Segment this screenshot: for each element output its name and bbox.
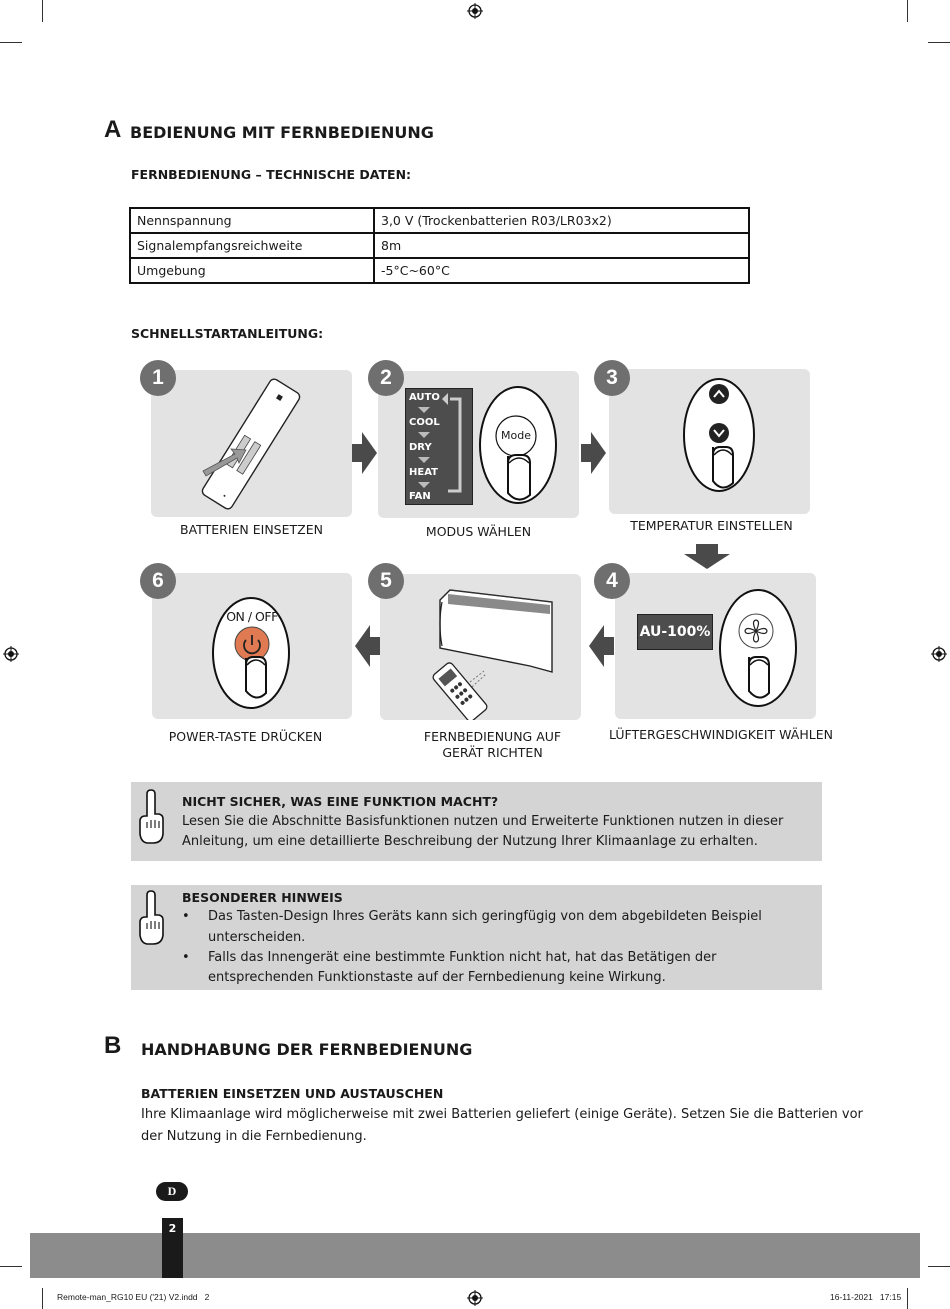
registration-mark-icon xyxy=(931,646,947,662)
step-5-panel xyxy=(380,574,581,720)
section-letter: B xyxy=(104,1032,122,1059)
crop-mark xyxy=(42,0,43,22)
step-caption: POWER-TASTE DRÜCKEN xyxy=(168,729,323,744)
note-box xyxy=(131,885,822,990)
pointing-hand-icon xyxy=(137,889,167,947)
arrow-left-icon xyxy=(589,623,615,669)
mode-button-label: Mode xyxy=(501,429,531,442)
step-number-badge: 3 xyxy=(594,360,630,396)
crop-mark xyxy=(907,0,908,22)
body-text-line: der Nutzung in die Fernbedienung. xyxy=(141,1129,367,1144)
table-row xyxy=(130,233,749,258)
spec-label: Umgebung xyxy=(130,258,374,283)
table-row xyxy=(130,208,749,233)
remote-battery-illustration xyxy=(151,370,352,517)
spec-value: 8m xyxy=(374,233,749,258)
crop-mark xyxy=(928,42,950,43)
arrow-right-icon xyxy=(581,430,607,476)
table-row xyxy=(130,258,749,283)
body-text-line: Ihre Klimaanlage wird möglicherweise mit zwei Batterien geliefert (einige Geräte). Setzen Sie die Batterien vor xyxy=(141,1107,863,1122)
mode-item: AUTO xyxy=(409,392,440,403)
step-caption: LÜFTERGESCHWINDIGKEIT WÄHLEN xyxy=(609,727,833,742)
bullet: • xyxy=(182,950,190,965)
crop-mark xyxy=(907,1288,908,1309)
spec-label: Signalempfangsreichweite xyxy=(130,233,374,258)
step-number-badge: 1 xyxy=(140,360,176,396)
power-button-label: ON / OFF xyxy=(226,609,278,624)
language-label: D xyxy=(167,1184,177,1198)
step-2-panel xyxy=(378,371,579,518)
power-button-illustration xyxy=(152,573,352,719)
temperature-buttons-illustration xyxy=(609,369,810,514)
crop-mark xyxy=(42,1288,43,1309)
note-text-line: Falls das Innengerät eine bestimmte Funktion nicht hat, hat das Betätigen der xyxy=(208,950,717,965)
language-badge xyxy=(156,1182,188,1201)
footer-timestamp: 16-11-2021 17:15 xyxy=(830,1292,902,1302)
step-number-badge: 4 xyxy=(594,563,630,599)
mode-item: DRY xyxy=(409,442,432,453)
crop-mark xyxy=(0,1266,22,1267)
spec-value: 3,0 V (Trockenbatterien R03/LR03x2) xyxy=(374,208,749,233)
step-3-panel xyxy=(609,369,810,514)
crop-mark xyxy=(0,42,22,43)
note-text-line: unterscheiden. xyxy=(208,930,306,945)
step-caption: BATTERIEN EINSETZEN xyxy=(180,522,323,537)
arrow-left-icon xyxy=(355,623,381,669)
mode-item: FAN xyxy=(409,491,431,502)
quickstart-heading: SCHNELLSTARTANLEITUNG: xyxy=(131,326,324,341)
step-number-badge: 2 xyxy=(368,360,404,396)
note-text-line: Lesen Sie die Abschnitte Basisfunktionen nutzen und Erweiterte Funktionen nutzen in dieser xyxy=(182,814,784,829)
registration-mark-icon xyxy=(467,1290,483,1306)
sub-heading: BATTERIEN EINSETZEN UND AUSTAUSCHEN xyxy=(141,1086,444,1101)
section-title: BEDIENUNG MIT FERNBEDIENUNG xyxy=(130,123,434,142)
step-caption: TEMPERATUR EINSTELLEN xyxy=(630,518,793,533)
specs-table xyxy=(129,207,750,284)
section-letter: A xyxy=(104,116,122,143)
mode-item: COOL xyxy=(409,417,440,428)
note-title: BESONDERER HINWEIS xyxy=(182,890,343,905)
pointing-hand-icon xyxy=(137,788,167,846)
step-caption: MODUS WÄHLEN xyxy=(425,524,532,539)
crop-mark xyxy=(928,1266,950,1267)
arrow-down-icon xyxy=(683,544,731,570)
section-title: HANDHABUNG DER FERNBEDIENUNG xyxy=(141,1040,473,1059)
registration-mark-icon xyxy=(467,3,483,19)
step-6-panel xyxy=(152,573,352,719)
aim-remote-illustration xyxy=(380,574,581,720)
step-1-panel xyxy=(151,370,352,517)
registration-mark-icon xyxy=(3,646,19,662)
step-caption-line: FERNBEDIENUNG AUF xyxy=(423,729,562,744)
note-title: NICHT SICHER, WAS EINE FUNKTION MACHT? xyxy=(182,794,499,809)
footer-file-info: Remote-man_RG10 EU ('21) V2.indd 2 xyxy=(57,1292,210,1302)
spec-value: -5°C~60°C xyxy=(374,258,749,283)
spec-label: Nennspannung xyxy=(130,208,374,233)
arrow-right-icon xyxy=(352,430,378,476)
specs-heading: FERNBEDIENUNG – TECHNISCHE DATEN: xyxy=(131,167,412,182)
note-text-line: Das Tasten-Design Ihres Geräts kann sich geringfügig von dem abgebildeten Beispiel xyxy=(208,909,762,924)
note-text-line: entsprechenden Funktionstaste auf der Fernbedienung keine Wirkung. xyxy=(208,970,666,985)
fan-speed-display: AU-100% xyxy=(637,614,713,650)
step-4-panel xyxy=(615,573,816,719)
step-number-badge: 6 xyxy=(140,563,176,599)
note-box xyxy=(131,782,822,861)
step-number-badge: 5 xyxy=(368,563,404,599)
fan-button-illustration xyxy=(615,573,816,719)
page-number: 2 xyxy=(168,1222,177,1235)
step-caption-line: GERÄT RICHTEN xyxy=(442,745,543,760)
mode-item: HEAT xyxy=(409,467,438,478)
bullet: • xyxy=(182,909,190,924)
mode-cycle-arrows xyxy=(378,371,579,518)
note-text-line: Anleitung, um eine detaillierte Beschreibung der Nutzung Ihrer Klimaanlage zu erhalten. xyxy=(182,834,758,849)
